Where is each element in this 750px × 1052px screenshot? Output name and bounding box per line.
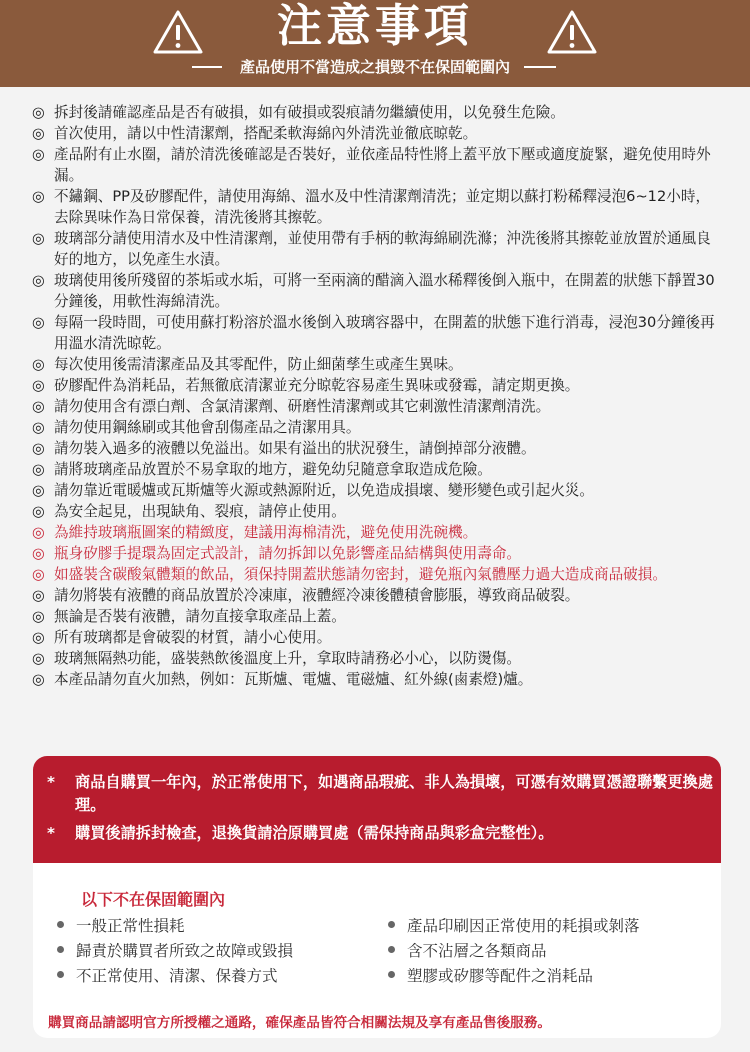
double-circle-bullet-icon: ◎	[32, 440, 45, 457]
bullet-dot-icon	[57, 946, 64, 953]
warranty-line: * 商品自購買一年內，於正常使用下，如遇商品瑕疵、非人為損壞，可憑有效購買憑證聯繫更換處理。	[47, 773, 713, 814]
double-circle-bullet-icon: ◎	[32, 650, 45, 667]
exclusions-heading: 以下不在保固範圍內	[81, 890, 226, 909]
care-note-item: ◎ 瓶身矽膠手提環為固定式設計，請勿拆卸以免影響產品結構與使用壽命。	[32, 545, 522, 562]
double-circle-bullet-icon: ◎	[32, 482, 45, 499]
care-note-item: ◎ 請勿靠近電暖爐或瓦斯爐等火源或熱源附近，以免造成損壞、變形變色或引起火災。	[32, 482, 594, 499]
asterisk-icon: *	[47, 824, 55, 842]
double-circle-bullet-icon: ◎	[32, 377, 45, 394]
double-circle-bullet-icon: ◎	[32, 146, 45, 163]
double-circle-bullet-icon: ◎	[32, 314, 45, 331]
care-note-item: ◎ 玻璃使用後所殘留的茶垢或水垢，可將一至兩滴的醋滴入溫水稀釋後倒入瓶中，在開蓋的狀態下靜置30分鐘後，用軟性海綿清洗。	[32, 272, 715, 310]
care-note-item: ◎ 請勿使用鋼絲刷或其他會刮傷產品之清潔用具。	[32, 419, 361, 436]
care-note-item: ◎ 請將玻璃產品放置於不易拿取的地方，避免幼兒隨意拿取造成危險。	[32, 461, 492, 478]
care-note-item: ◎ 玻璃部分請使用清水及中性清潔劑，並使用帶有手柄的軟海綿刷洗滌；沖洗後將其擦乾並放置於通風良好的地方，以免產生水漬。	[32, 230, 711, 268]
double-circle-bullet-icon: ◎	[32, 629, 45, 646]
bullet-dot-icon	[388, 946, 395, 953]
care-note-item: ◎ 玻璃無隔熱功能，盛裝熱飲後溫度上升，拿取時請務必小心，以防燙傷。	[32, 650, 522, 667]
double-circle-bullet-icon: ◎	[32, 545, 45, 562]
page-subtitle: 產品使用不當造成之損毀不在保固範圍內	[239, 58, 510, 76]
care-note-item: ◎ 如盛裝含碳酸氣體類的飲品，須保持開蓋狀態請勿密封，避免瓶內氣體壓力過大造成商品破損。	[32, 566, 667, 583]
double-circle-bullet-icon: ◎	[32, 524, 45, 541]
exclusions-left-list	[57, 914, 293, 989]
care-note-item: ◎ 請勿使用含有漂白劑、含氯清潔劑、研磨性清潔劑或其它刺激性清潔劑清洗。	[32, 398, 551, 415]
double-circle-bullet-icon: ◎	[32, 587, 45, 604]
list-item: 產品印刷因正常使用的耗損或剝落	[388, 914, 640, 939]
header-banner	[0, 0, 750, 87]
warranty-band	[33, 756, 721, 863]
bullet-dot-icon	[388, 921, 395, 928]
care-note-item: ◎ 每隔一段時間，可使用蘇打粉溶於溫水後倒入玻璃容器中，在開蓋的狀態下進行消毒，浸泡30分鐘後再用溫水清洗晾乾。	[32, 314, 715, 352]
care-note-item: ◎ 首次使用，請以中性清潔劑，搭配柔軟海綿內外清洗並徹底晾乾。	[32, 125, 478, 142]
asterisk-icon: *	[47, 773, 55, 791]
care-note-item: ◎ 拆封後請確認產品是否有破損，如有破損或裂痕請勿繼續使用，以免發生危險。	[32, 104, 565, 121]
care-note-item: ◎ 不鏽鋼、PP及矽膠配件，請使用海綿、溫水及中性清潔劑清洗；並定期以蘇打粉稀釋浸泡6~12小時，去除異味作為日常保養，清洗後將其擦乾。	[32, 188, 711, 226]
care-notes-list	[32, 102, 722, 690]
care-note-item: ◎ 請勿將裝有液體的商品放置於冷凍庫，液體經冷凍後體積會膨脹，導致商品破裂。	[32, 587, 580, 604]
double-circle-bullet-icon: ◎	[32, 356, 45, 373]
care-note-item: ◎ 本產品請勿直火加熱，例如：瓦斯爐、電爐、電磁爐、紅外線(鹵素燈)爐。	[32, 671, 533, 688]
double-circle-bullet-icon: ◎	[32, 188, 45, 205]
care-note-item: ◎ 每次使用後需清潔產品及其零配件，防止細菌孳生或產生異味。	[32, 356, 463, 373]
care-note-item: ◎ 為維持玻璃瓶圖案的精緻度，建議用海棉清洗，避免使用洗碗機。	[32, 524, 478, 541]
care-note-item: ◎ 為安全起見，出現缺角、裂痕，請停止使用。	[32, 503, 346, 520]
care-note-item: ◎ 所有玻璃都是會破裂的材質，請小心使用。	[32, 629, 332, 646]
double-circle-bullet-icon: ◎	[32, 461, 45, 478]
exclusions-right-list	[388, 914, 640, 989]
care-note-item: ◎ 請勿裝入過多的液體以免溢出。如果有溢出的狀況發生，請倒掉部分液體。	[32, 440, 536, 457]
double-circle-bullet-icon: ◎	[32, 419, 45, 436]
list-item: 不正常使用、清潔、保養方式	[57, 964, 293, 989]
bullet-dot-icon	[57, 971, 64, 978]
page-title: 注意事項	[276, 0, 473, 52]
warranty-line: * 購買後請拆封檢查，退換貨請洽原購買處（需保持商品與彩盒完整性）。	[47, 822, 721, 845]
bullet-dot-icon	[388, 971, 395, 978]
list-item: 歸責於購買者所致之故障或毀損	[57, 939, 293, 964]
warranty-card	[33, 756, 721, 1038]
double-circle-bullet-icon: ◎	[32, 104, 45, 121]
double-circle-bullet-icon: ◎	[32, 671, 45, 688]
authorized-channel-notice: 購買商品請認明官方所授權之通路，確保產品皆符合相關法規及享有產品售後服務。	[48, 1015, 551, 1031]
bullet-dot-icon	[57, 921, 64, 928]
double-circle-bullet-icon: ◎	[32, 608, 45, 625]
list-item: 含不沾層之各類商品	[388, 939, 640, 964]
care-note-item: ◎ 矽膠配件為消耗品，若無徹底清潔並充分晾乾容易產生異味或發霉，請定期更換。	[32, 377, 580, 394]
care-note-item: ◎ 產品附有止水圈，請於清洗後確認是否裝好，並依產品特性將上蓋平放下壓或適度旋緊，避免使用時外漏。	[32, 146, 711, 184]
double-circle-bullet-icon: ◎	[32, 125, 45, 142]
list-item: 塑膠或矽膠等配件之消耗品	[388, 964, 640, 989]
list-item: 一般正常性損耗	[57, 914, 293, 939]
double-circle-bullet-icon: ◎	[32, 566, 45, 583]
double-circle-bullet-icon: ◎	[32, 230, 45, 247]
double-circle-bullet-icon: ◎	[32, 398, 45, 415]
double-circle-bullet-icon: ◎	[32, 503, 45, 520]
care-note-item: ◎ 無論是否裝有液體，請勿直接拿取產品上蓋。	[32, 608, 346, 625]
double-circle-bullet-icon: ◎	[32, 272, 45, 289]
